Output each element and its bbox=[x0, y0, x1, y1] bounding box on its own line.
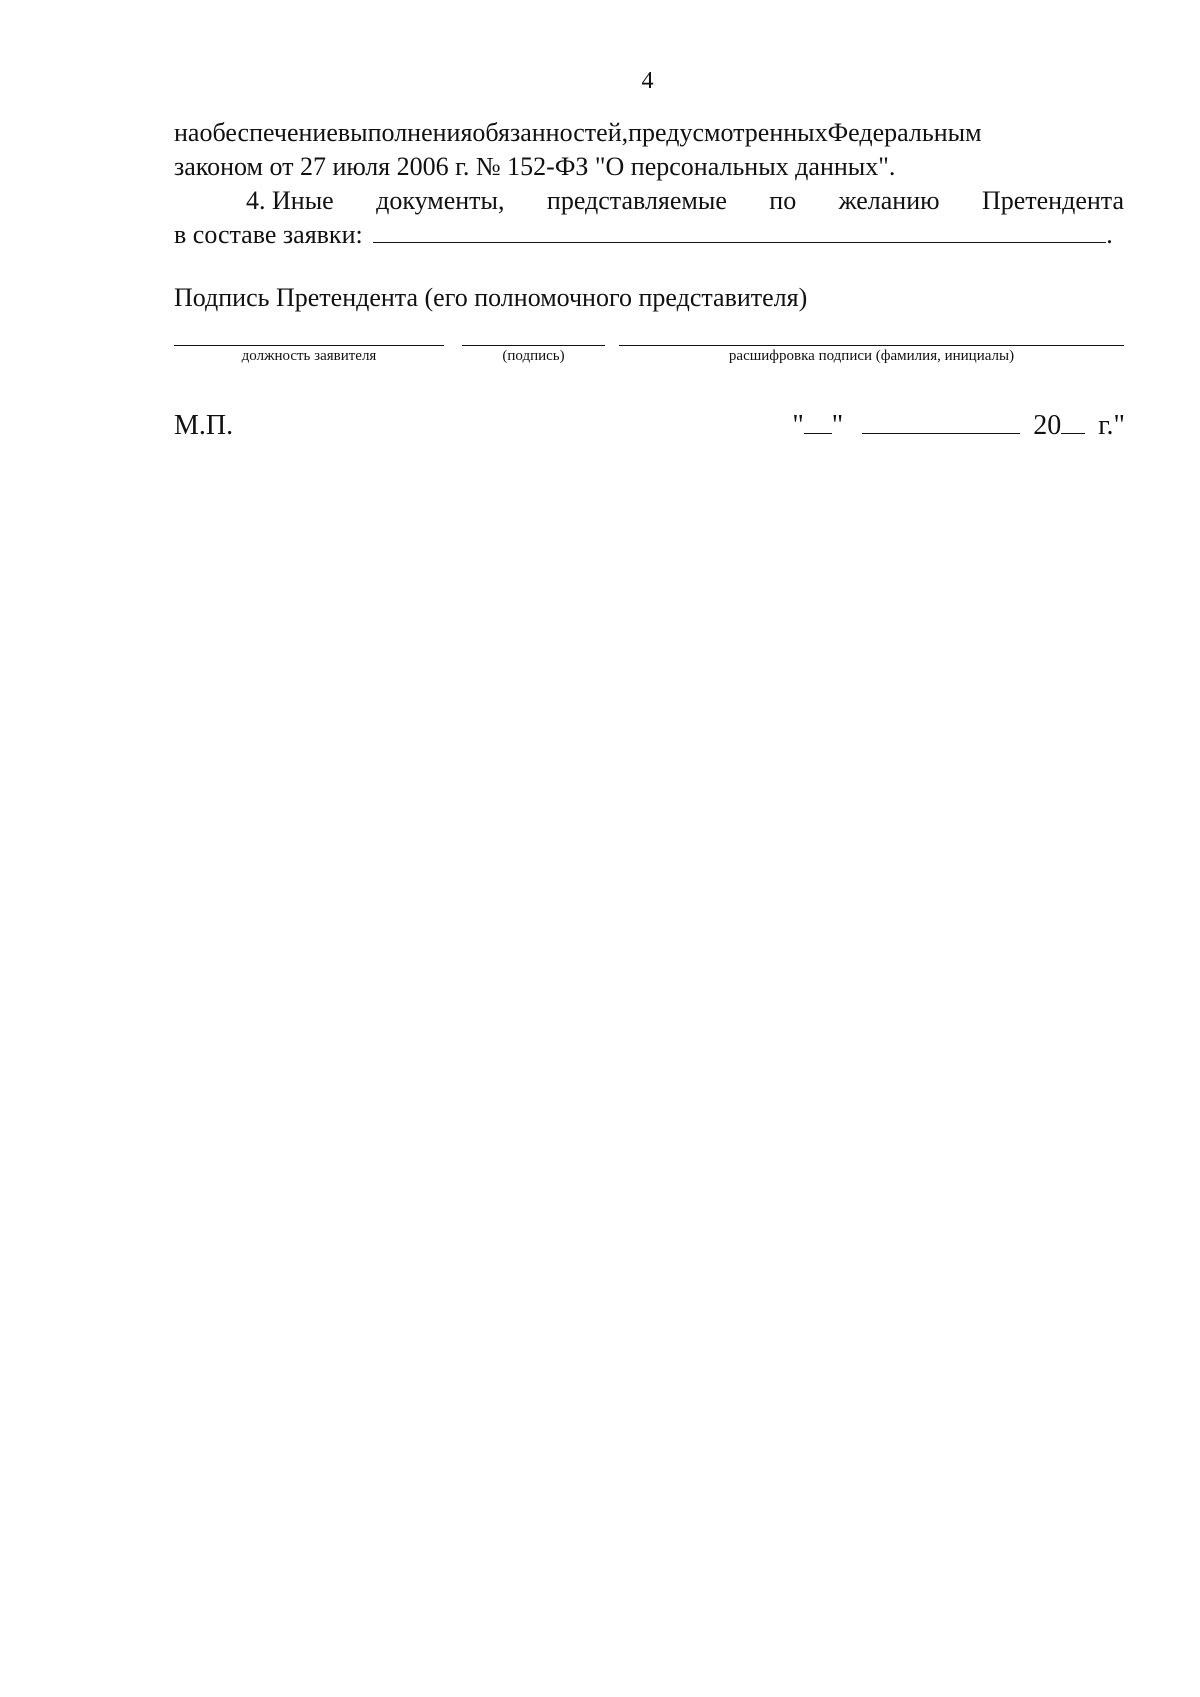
signature-label: (подпись) bbox=[502, 348, 565, 364]
decoding-label: расшифровка подписи (фамилия, инициалы) bbox=[728, 348, 1015, 364]
word: представляемые bbox=[546, 186, 727, 215]
line-end-period: . bbox=[1106, 220, 1113, 249]
position-label: должность заявителя bbox=[241, 348, 377, 364]
decoding-field[interactable] bbox=[619, 345, 1124, 346]
paragraph-other-documents bbox=[174, 184, 1124, 252]
paragraph-consent-line-2: законом от 27 июля 2006 г. № 152-ФЗ "О персональных данных". bbox=[174, 152, 896, 181]
paragraph-other-documents-line-2 bbox=[174, 218, 1124, 252]
page-number: 4 bbox=[641, 68, 654, 94]
word: по bbox=[769, 186, 797, 215]
paragraph-consent-line-1 bbox=[174, 116, 1124, 150]
position-field[interactable] bbox=[174, 345, 444, 346]
signature-caption: Подпись Претендента (его полномочного представителя) bbox=[174, 283, 808, 312]
year-blank-field[interactable] bbox=[1061, 411, 1085, 434]
word: Федеральным bbox=[827, 118, 982, 147]
word: желанию bbox=[838, 186, 940, 215]
word: 4. Иные bbox=[246, 186, 334, 215]
application-composition-label: в составе заявки: bbox=[174, 220, 363, 249]
word: предусмотренных bbox=[628, 118, 828, 147]
year-suffix: г." bbox=[1098, 410, 1125, 441]
word: документы, bbox=[376, 186, 505, 215]
year-prefix: 20 bbox=[1033, 410, 1062, 441]
date-close-quote: " bbox=[831, 410, 844, 441]
other-documents-blank-field[interactable] bbox=[373, 220, 1106, 243]
signature-field[interactable] bbox=[462, 345, 605, 346]
month-blank-field[interactable] bbox=[862, 411, 1020, 434]
date-open-quote: " bbox=[792, 410, 804, 441]
paragraph-consent bbox=[174, 116, 1124, 184]
word: обязанностей, bbox=[472, 118, 629, 147]
word: обеспечение bbox=[199, 118, 338, 147]
word: на bbox=[174, 118, 200, 147]
stamp-label: М.П. bbox=[174, 410, 234, 441]
day-blank-field[interactable] bbox=[804, 411, 832, 434]
paragraph-other-documents-line-1 bbox=[174, 184, 1124, 218]
date-line bbox=[792, 410, 1125, 442]
word: выполнения bbox=[337, 118, 473, 147]
word: Претендента bbox=[981, 186, 1124, 215]
